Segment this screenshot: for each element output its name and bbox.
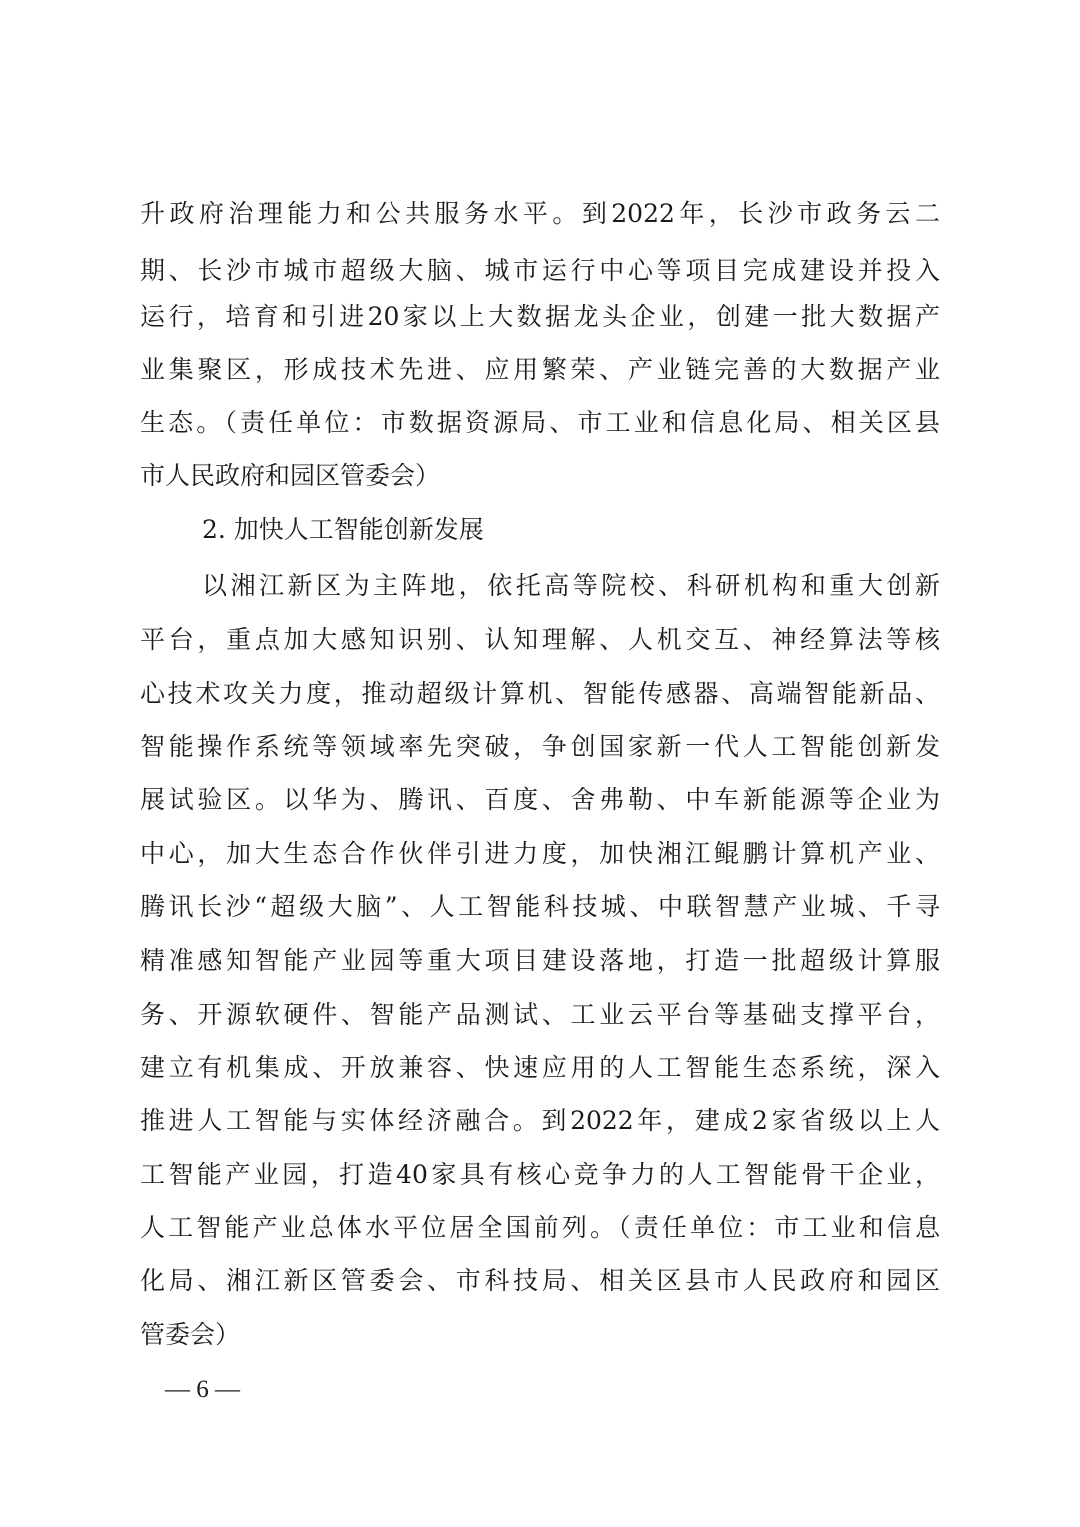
body-text-line: 管委会）	[140, 1320, 241, 1349]
body-text-line: 业集聚区，形成技术先进、应用繁荣、产业链完善的大数据产业	[140, 355, 940, 384]
body-text-line: 务、开源软硬件、智能产品测试、工业云平台等基础支撑平台，	[140, 1000, 940, 1029]
body-text-line: 运行，培育和引进20家以上大数据龙头企业，创建一批大数据产	[140, 302, 940, 331]
body-text-line: 人工智能产业总体水平位居全国前列。（责任单位：市工业和信息	[140, 1213, 940, 1242]
body-text-line: 以湘江新区为主阵地，依托高等院校、科研机构和重大创新	[202, 571, 940, 600]
section-heading: 2. 加快人工智能创新发展	[202, 515, 484, 544]
body-text-line: 心技术攻关力度，推动超级计算机、智能传感器、高端智能新品、	[140, 679, 940, 708]
body-text-line: 化局、湘江新区管委会、市科技局、相关区县市人民政府和园区	[140, 1266, 940, 1295]
body-text-line: 生态。（责任单位：市数据资源局、市工业和信息化局、相关区县	[140, 408, 940, 437]
page-number: — 6 —	[165, 1376, 240, 1403]
body-text-line: 智能操作系统等领域率先突破，争创国家新一代人工智能创新发	[140, 732, 940, 761]
body-text-line: 中心，加大生态合作伙伴引进力度，加快湘江鲲鹏计算机产业、	[140, 839, 940, 868]
body-text-line: 推进人工智能与实体经济融合。到2022年，建成2家省级以上人	[140, 1106, 940, 1135]
body-text-line: 腾讯长沙“超级大脑”、人工智能科技城、中联智慧产业城、千寻	[140, 892, 940, 921]
body-text-line: 展试验区。以华为、腾讯、百度、舍弗勒、中车新能源等企业为	[140, 785, 940, 814]
body-text-line: 市人民政府和园区管委会）	[140, 461, 441, 490]
body-text-line: 工智能产业园，打造40家具有核心竞争力的人工智能骨干企业，	[140, 1160, 940, 1189]
body-text-line: 升政府治理能力和公共服务水平。到2022年，长沙市政务云二	[140, 199, 940, 228]
body-text-line: 平台，重点加大感知识别、认知理解、人机交互、神经算法等核	[140, 625, 940, 654]
body-text-line: 期、长沙市城市超级大脑、城市运行中心等项目完成建设并投入	[140, 256, 940, 285]
body-text-line: 建立有机集成、开放兼容、快速应用的人工智能生态系统，深入	[140, 1053, 940, 1082]
body-text-line: 精准感知智能产业园等重大项目建设落地，打造一批超级计算服	[140, 946, 940, 975]
